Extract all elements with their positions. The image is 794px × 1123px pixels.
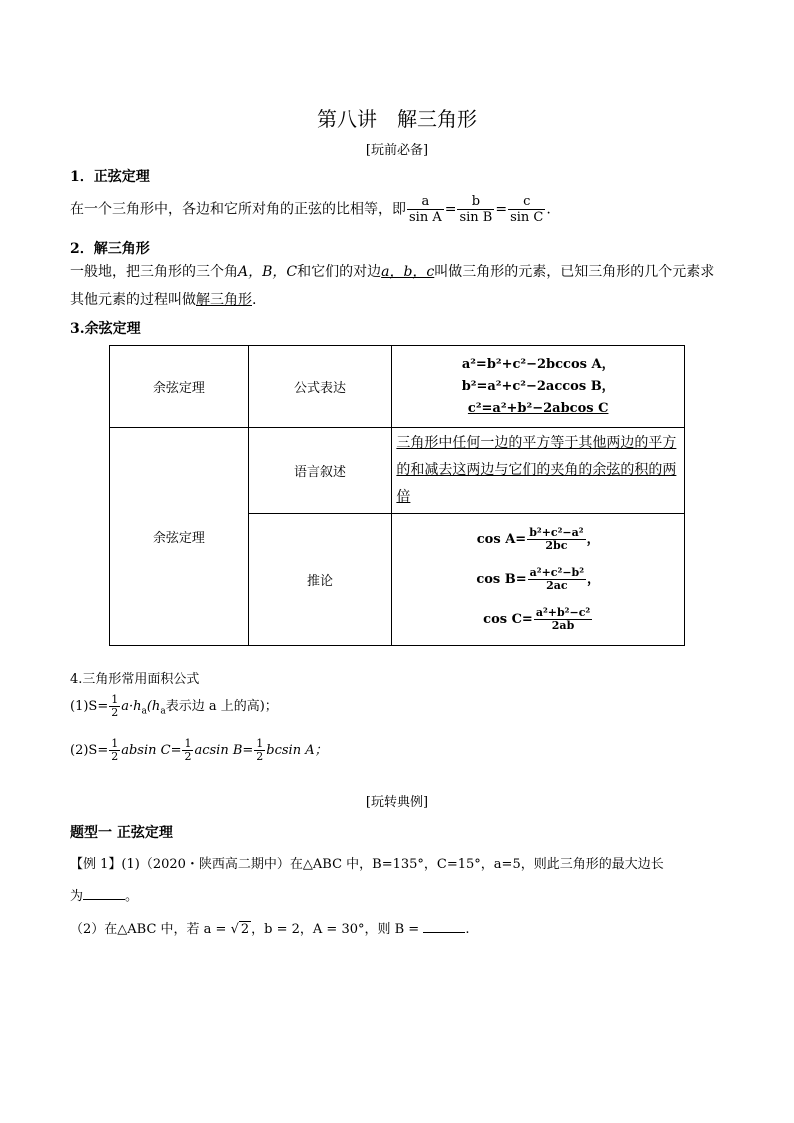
heading-solve-triangle: 2．解三角形: [70, 241, 150, 257]
example1-line1: 【例 1】(1)（2020・陕西高二期中）在△ABC 中，B=135°，C=15°，a=5，则此三角形的最大边长: [70, 857, 664, 872]
cosine-formulas: [392, 346, 685, 428]
table-row: [110, 428, 685, 514]
heading-area-formulas: 4.三角形常用面积公式: [70, 672, 200, 687]
section-tag-prep: [玩前必备]: [365, 143, 429, 158]
answer-blank-2[interactable]: [423, 920, 465, 933]
row1-label: 余弦定理: [110, 346, 249, 428]
row2-sub-corollary: 推论: [248, 514, 392, 646]
example1-line2: 为 。: [70, 889, 139, 904]
formula-c: c²=a²+b²−2abcos C: [467, 400, 609, 416]
heading-cosine-law: 3.余弦定理: [70, 321, 141, 337]
cosC-formula: cos C= $\frac{\text{a²+b²−c²}}{2ab}$: [483, 605, 591, 632]
section-tag-examples: [玩转典例]: [365, 795, 429, 810]
fraction-c-sinC: $\frac{c}{\text{sin C}}$: [510, 194, 544, 225]
page-title: 第八讲 解三角形: [317, 107, 477, 131]
solve-triangle-line2: 其他元素的过程叫做解三角形.: [70, 292, 257, 308]
row1-sub: 公式表达: [248, 346, 392, 428]
area-formula-2: (2)S= $\frac{1}{2}$ absin C= $\frac{1}{2}$ acsin B= $\frac{1}{2}$ bcsin A；: [70, 737, 328, 763]
sine-law-statement: 在一个三角形中，各边和它所对角的正弦的比相等，即 $\frac{a}{\text{sin A}}$ = $\frac{b}{\text{sin B}}$ = $\frac{c}{\text{sin C}}$ .: [70, 194, 551, 225]
fraction-b-sinB: $\frac{b}{\text{sin B}}$: [459, 194, 493, 225]
answer-blank-1[interactable]: [83, 887, 125, 900]
example1-line3: （2）在△ABC 中，若 a = √ 2 ，b = 2，A = 30°，则 B = .: [70, 922, 470, 937]
area-formula-1: (1)S= $\frac{1}{2}$ $a\cdot h_a(h_a$表示边 a 上的高)；: [70, 693, 278, 719]
fraction-a-sinA: $\frac{a}{\text{sin A}}$: [409, 194, 442, 225]
solve-triangle-line1: 一般地，把三角形的三个角A，B，C和它们的对边a，b，c叫做三角形的元素，已知三角形的几个元素求: [70, 264, 715, 280]
sine-law-text: 在一个三角形中，各边和它所对角的正弦的比相等，即: [70, 201, 406, 218]
cosine-law-table: [109, 345, 685, 646]
row2-label: 余弦定理: [110, 428, 249, 646]
cosB-formula: cos B= $\frac{\text{a²+c²−b²}}{2ac}$ ，: [476, 565, 601, 592]
formula-a: a²=b²+c²−2bccos A，: [461, 356, 615, 372]
topic-sine-law: 题型一 正弦定理: [70, 825, 173, 841]
corollary-formulas: [392, 514, 685, 646]
table-row: [110, 346, 685, 428]
heading-sine-law: 1．正弦定理: [70, 169, 150, 185]
row2-sub-language: 语言叙述: [248, 428, 392, 514]
formula-b: b²=a²+c²−2accos B，: [461, 378, 615, 394]
cosine-law-description: 三角形中任何一边的平方等于其他两边的平方的和减去这两边与它们的夹角的余弦的积的两倍: [392, 428, 685, 514]
cosA-formula: cos A= $\frac{\text{b²+c²−a²}}{2bc}$ ，: [476, 525, 600, 552]
